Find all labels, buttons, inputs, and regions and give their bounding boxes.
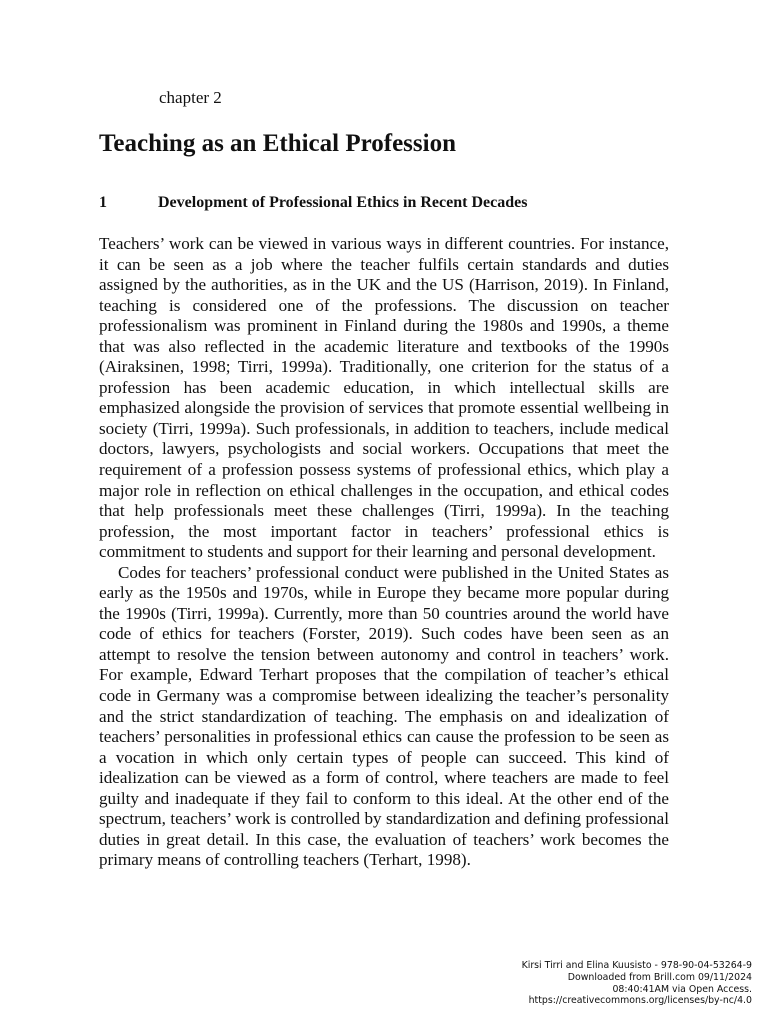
chapter-label: chapter 2: [159, 88, 222, 107]
section-number: 1: [99, 194, 107, 211]
footer-line: 08:40:41AM via Open Access.: [612, 983, 752, 995]
document-page: [99, 0, 669, 1024]
section-heading: [99, 192, 669, 214]
paragraph: Codes for teachers’ professional conduct were published in the United States as early as the 1950s and 1970s, while in Europe they became more popular during the 1990s (Tirri, 1999a). Currently, more than 50 countries around the world have code of ethics for teachers (Forster, 2019). Such codes have been seen as an attempt to resolve the tension between autonomy and control in teachers’ work. For example, Edward Terhart proposes that the compilation of teacher’s ethical code in Germany was a compromise between idealizing the teacher’s personality and the strict standardization of teaching. The emphasis on and idealization of teachers’ personalities in professional ethics can cause the profession to be seen as a vocation in which only certain types of people can succeed. This kind of idealization can be viewed as a form of control, where teachers are made to feel guilty and inadequate if they fail to conform to this ideal. At the other end of the spectrum, teachers’ work is controlled by standardization and defining professional duties in great detail. In this case, the evaluation of teachers’ work becomes the primary means of controlling teachers (Terhart, 1998).: [99, 562, 669, 870]
chapter-title: Teaching as an Ethical Profession: [99, 130, 456, 157]
footer-line: https://creativecommons.org/licenses/by-nc/4.0: [528, 995, 752, 1007]
paragraph: Teachers’ work can be viewed in various ways in different countries. For instance, it can be seen as a job where the teacher fulfils certain standards and duties assigned by the authorities, as in the UK and the US (Harrison, 2019). In Finland, teaching is considered one of the professions. The discussion on teacher professionalism was prominent in Finland during the 1980s and 1990s, a theme that was also reflected in the academic literature and textbooks of the 1990s (Airaksinen, 1998; Tirri, 1999a). Traditionally, one criterion for the status of a profession has been academic education, in which intellectual skills are emphasized alongside the provision of services that promote essential wellbeing in society (Tirri, 1999a). Such professionals, in addition to teachers, include medical doctors, lawyers, psychologists and social workers. Occupations that meet the requirement of a profession possess systems of professional ethics, which play a major role in reflection on ethical challenges in the occupation, and ethical codes that help professionals meet these challenges (Tirri, 1999a). In the teaching profession, the most important factor in teachers’ professional ethics is commitment to students and support for their learning and personal development.: [99, 234, 669, 562]
footer-line: Downloaded from Brill.com 09/11/2024: [567, 971, 752, 983]
download-footer: [432, 960, 752, 1007]
section-title: Development of Professional Ethics in Recent Decades: [158, 194, 528, 211]
footer-line: Kirsi Tirri and Elina Kuusisto - 978-90-04-53264-9: [521, 960, 752, 971]
body-text: [99, 234, 669, 871]
